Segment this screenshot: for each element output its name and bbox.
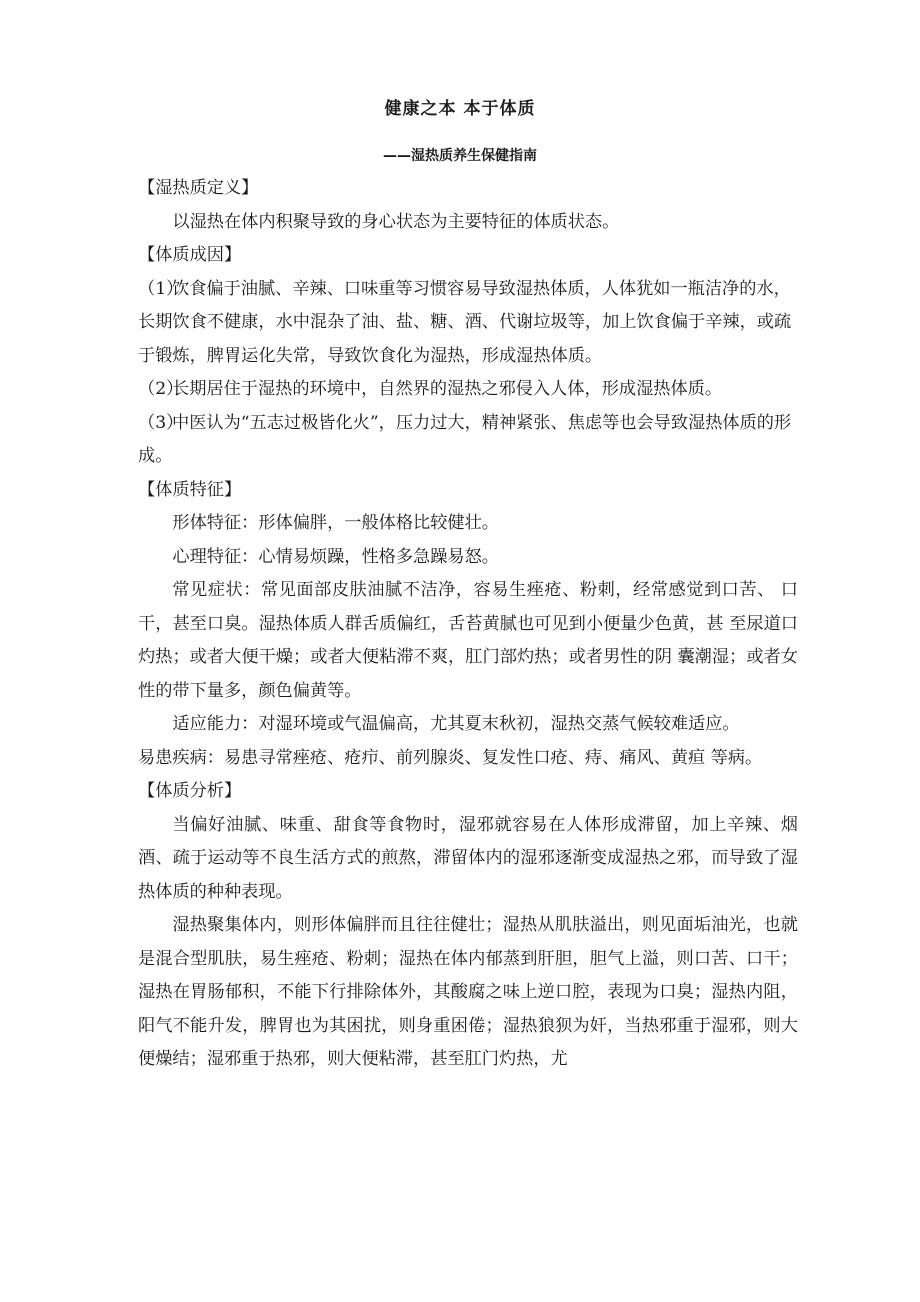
section-heading-definition: 【湿热质定义】	[138, 178, 259, 198]
analysis-paragraph: 当偏好油腻、味重、甜食等食物时，湿邪就容易在人体形成滞留，加上辛辣、烟酒、疏于运动等不良生活方式的煎熬，滞留体内的湿邪逐渐变成湿热之邪，而导致了湿热体质的种种表现。	[138, 814, 798, 902]
document-title: 健康之本 本于体质	[384, 99, 536, 119]
document-body	[138, 172, 798, 1077]
feature-disease: 易患疾病：易患寻常痤疮、疮疖、前列腺炎、复发性口疮、痔、痛风、黄疸 等病。	[138, 747, 763, 768]
document-subtitle: ——湿热质养生保健指南	[383, 148, 537, 164]
cause-item-text: 饮食偏于油腻、辛辣、口味重等习惯容易导致湿热体质，人体犹如一瓶洁净的水，长期饮食不健康，水中混杂了油、盐、糖、酒、代谢垃圾等，加上饮食偏于辛辣，或疏于锻炼，脾胃运化失常，导致饮食化为湿热，形成湿热体质。	[138, 278, 792, 366]
cause-item	[138, 273, 798, 374]
feature-symptoms: 常见症状：常见面部皮肤油腻不洁净，容易生痤疮、粉刺，经常感觉到口苦、 口干，甚至口臭。湿热体质人群舌质偏红，舌苔黄腻也可见到小便量少色黄，甚 至尿道口灼热；或者大便干燥；或者大便粘滞不爽，肛门部灼热；或者男性的阴 囊潮湿；或者女性的带下量多，颜色偏黄等。	[138, 580, 798, 701]
section-heading-causes: 【体质成因】	[138, 245, 242, 265]
feature-mind: 心理特征：心情易烦躁，性格多急躁易怒。	[172, 546, 499, 567]
section-heading-analysis: 【体质分析】	[138, 781, 242, 801]
cause-item-text: 中医认为“五志过极皆化火”，压力过大，精神紧张、焦虑等也会导致湿热体质的形成。	[138, 412, 792, 466]
cause-item-number: （3）	[138, 412, 184, 433]
cause-item-number: （1）	[138, 278, 184, 299]
feature-adapt: 适应能力：对湿环境或气温偏高，尤其夏末秋初，湿热交蒸气候较难适应。	[172, 714, 740, 734]
definition-text: 以湿热在体内积聚导致的身心状态为主要特征的体质状态。	[172, 211, 620, 232]
section-heading-features: 【体质特征】	[138, 479, 242, 500]
cause-item-number: （2）	[138, 379, 184, 399]
analysis-paragraph: 湿热聚集体内，则形体偏胖而且往往健壮；湿热从肌肤溢出，则见面垢油光，也就是混合型肌肤，易生痤疮、粉刺；湿热在体内郁蒸到肝胆，胆气上溢，则口苦、口干；湿热在胃肠郁积，不能下行排除体外，其酸腐之味上逆口腔，表现为口臭；湿热内阻，阳气不能升发，脾胃也为其困扰，则身重困倦；湿热狼狈为奸，当热邪重于湿邪，则大便燥结；湿邪重于热邪，则大便粘滞，甚至肛门灼热，尤	[138, 915, 798, 1069]
feature-body: 形体特征：形体偏胖，一般体格比较健壮。	[172, 513, 499, 533]
cause-item	[138, 407, 798, 474]
cause-item-text: 长期居住于湿热的环境中，自然界的湿热之邪侵入人体，形成湿热体质。	[172, 379, 723, 399]
cause-item	[138, 373, 798, 407]
